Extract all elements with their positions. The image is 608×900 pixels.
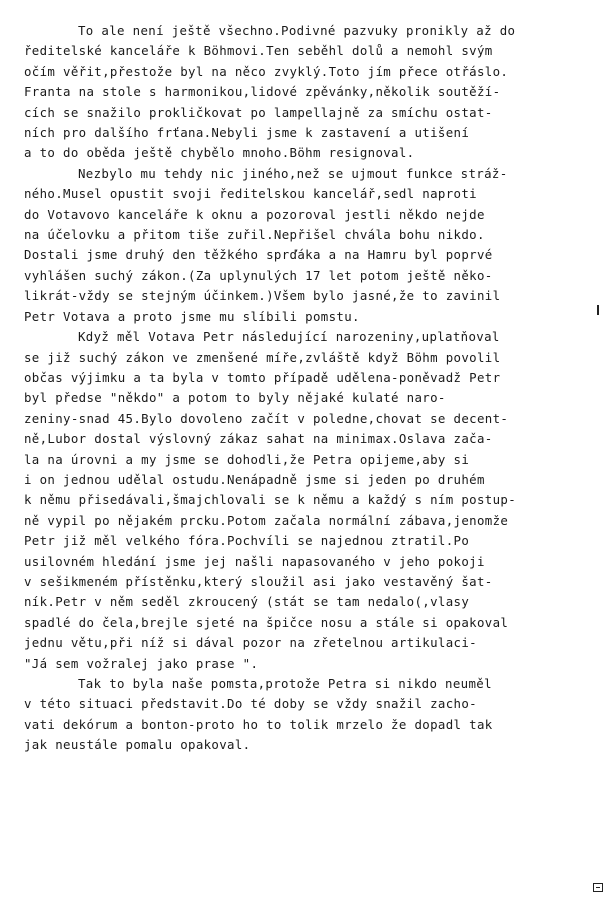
text-line: likrát-vždy se stejným účinkem.)Všem bylo jasné,že to zavinil bbox=[24, 288, 501, 304]
text-line: Tak to byla naše pomsta,protože Petra si nikdo neuměl bbox=[78, 676, 492, 691]
text-line: Petr Votava a proto jsme mu slíbili pomstu. bbox=[24, 308, 360, 324]
text-line: v sešikmeném přístěnku,který sloužil asi jako vestavěný šat- bbox=[24, 573, 493, 589]
text-line: a to do oběda ještě chybělo mnoho.Böhm resignoval. bbox=[24, 145, 415, 161]
text-line: ních pro dalšího frťana.Nebyli jsme k zastavení a utišení bbox=[24, 125, 470, 141]
text-line: Petr již měl velkého fóra.Pochvíli se najednou ztratil.Po bbox=[24, 533, 470, 549]
text-line: ně,Lubor dostal výslovný zákaz sahat na minimax.Oslava zača- bbox=[24, 431, 493, 447]
text-line: do Votavovo kanceláře k oknu a pozoroval jestli někdo nejde bbox=[24, 206, 485, 222]
text-line: zeniny-snad 45.Bylo dovoleno začít v poledne,chovat se decent- bbox=[24, 410, 509, 426]
text-line: se již suchý zákon ve zmenšené míře,zvláště když Böhm povolil bbox=[24, 349, 501, 365]
text-line: i on jednou udělal ostudu.Nenápadně jsme si jeden po druhém bbox=[24, 471, 485, 487]
text-line: Dostali jsme druhý den těžkého sprďáka a na Hamru byl poprvé bbox=[24, 247, 493, 263]
text-line: jak neustále pomalu opakoval. bbox=[24, 737, 251, 753]
text-line: k němu přisedávali,šmajchlovali se k němu a každý s ním postup- bbox=[24, 492, 517, 508]
margin-mark bbox=[597, 305, 599, 315]
text-line: Nezbylo mu tehdy nic jiného,než se ujmout funkce stráž- bbox=[78, 165, 508, 181]
text-line: Franta na stole s harmonikou,lidové zpěvánky,několik soutěží- bbox=[24, 84, 501, 100]
text-line: ředitelské kanceláře k Böhmovi.Ten seběhl dolů a nemohl svým bbox=[24, 43, 493, 59]
text-line: ného.Musel opustit svoji ředitelskou kancelář,sedl naproti bbox=[24, 186, 477, 202]
text-line: byl předse "někdo" a potom to byly nějaké kulaté naro- bbox=[24, 390, 446, 406]
text-line: vati dekórum a bonton-proto ho to tolik mrzelo že dopadl tak bbox=[24, 716, 493, 732]
body-text bbox=[24, 21, 554, 756]
text-line: ně vypil po nějakém prcku.Potom začala normální zábava,jenomže bbox=[24, 512, 509, 528]
paragraph bbox=[24, 327, 554, 674]
text-line: usilovném hledání jsme jej našli napasovaného v jeho pokoji bbox=[24, 553, 485, 569]
text-line: cích se snažilo prokličkovat po lampellajně za smíchu ostat- bbox=[24, 104, 493, 120]
text-line: ník.Petr v něm seděl zkroucený (stát se tam nedalo(,vlasy bbox=[24, 594, 470, 610]
text-line: na účelovku a přitom tiše zuřil.Nepřišel chvála bohu nikdo. bbox=[24, 227, 485, 243]
text-line: Když měl Votava Petr následující narozeniny,uplatňoval bbox=[78, 329, 500, 345]
corner-mark-icon bbox=[593, 883, 603, 892]
text-line: spadlé do čela,brejle sjeté na špičce nosu a stále si opakoval bbox=[24, 614, 509, 630]
paragraph bbox=[24, 21, 554, 164]
text-line: očím věřit,přestože byl na něco zvyklý.Toto jím přece otřáslo. bbox=[24, 63, 509, 79]
paragraph bbox=[24, 164, 554, 327]
text-line: "Já sem vožralej jako prase ". bbox=[24, 655, 259, 671]
text-line: la na úrovni a my jsme se dohodli,že Petra opijeme,aby si bbox=[24, 451, 470, 467]
paragraph bbox=[24, 674, 554, 756]
text-line: občas výjimku a ta byla v tomto případě udělena-poněvadž Petr bbox=[24, 369, 501, 385]
text-line: v této situaci představit.Do té doby se vždy snažil zacho- bbox=[24, 696, 477, 712]
text-line: jednu větu,při níž si dával pozor na zřetelnou artikulaci- bbox=[24, 635, 477, 651]
text-line: vyhlášen suchý zákon.(Za uplynulých 17 let potom ještě něko- bbox=[24, 267, 493, 283]
text-line: To ale není ještě všechno.Podivné pazvuky pronikly až do bbox=[78, 23, 516, 38]
